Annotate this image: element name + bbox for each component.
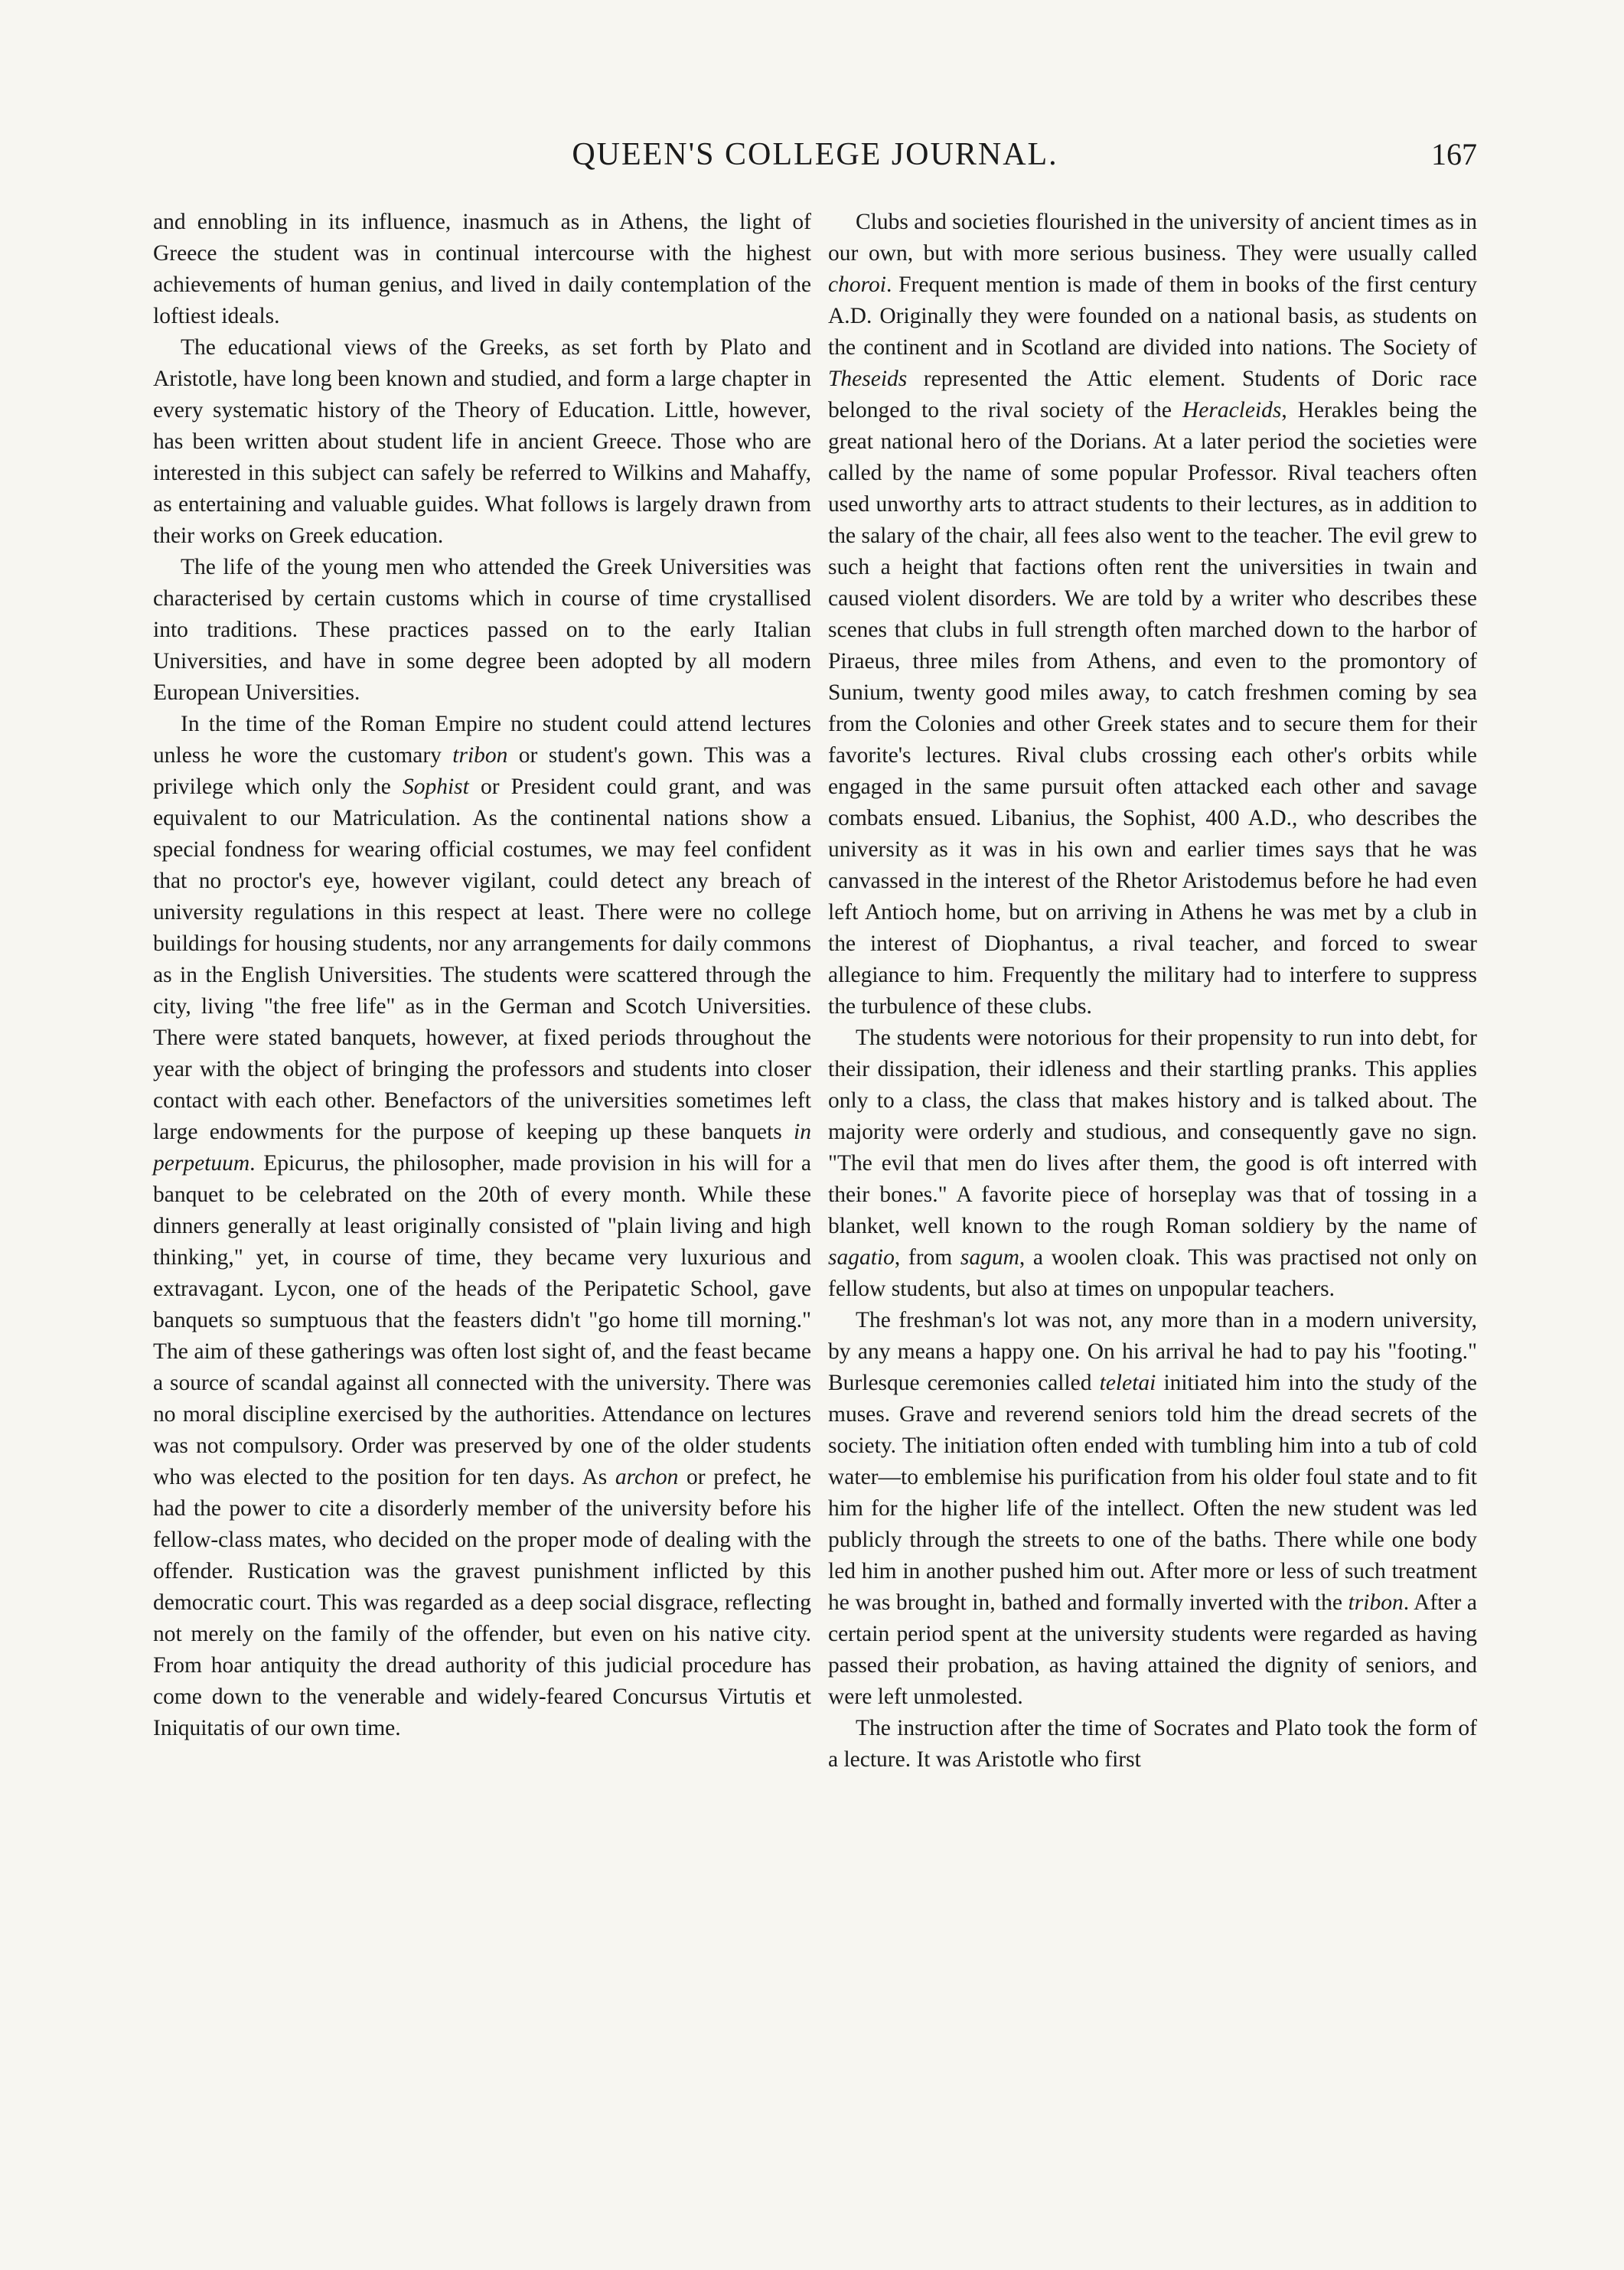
paragraph: The life of the young men who attended the Greek Universities was characterised by certain customs which in course of time crystallised into traditions. These practices passed on to the early Italian Universities, and have in some degree been adopted by all modern European Universities. bbox=[153, 555, 811, 705]
paragraph bbox=[828, 207, 1477, 1022]
paragraph bbox=[828, 1305, 1477, 1713]
italic-term: archon bbox=[615, 1465, 679, 1489]
left-column bbox=[153, 207, 811, 1744]
paragraph bbox=[828, 1022, 1477, 1305]
text-run: , from bbox=[894, 1245, 960, 1270]
text-run: , Herakles being the great national hero of the Dorians. At a later period the societies were called by the name of some popular Professor. Rival teachers often used unworthy arts to attract students to their lectures, as in addition to the salary of the chair, all fees also went to the teacher. The evil grew to such a height that factions often rent the universities in twain and caused violent disorders. We are told by a writer who describes these scenes that clubs in full strength often marched down to the harbor of Piraeus, three miles from Athens, and even to the promontory of Sunium, twenty good miles away, to catch freshmen coming by sea from the Colonies and other Greek states and to secure them for their favorite's lectures. Rival clubs crossing each other's orbits while engaged in the same pursuit often attacked each other and savage combats ensued. Libanius, the Sophist, 400 A.D., who describes the university as it was in his own and earlier times says that he was canvassed in the interest of the Rhetor Aristodemus before he had even left Antioch home, but on arriving in Athens he was met by a club in the interest of Diophantus, a rival teacher, and forced to swear allegiance to him. Frequently the military had to interfere to suppress the turbulence of these clubs. bbox=[828, 398, 1477, 1019]
italic-term: Theseids bbox=[828, 367, 908, 391]
text-run: . After a certain period spent at the university students were regarded as having passed their probation, as having attained the dignity of seniors, and were left unmolested. bbox=[828, 1590, 1477, 1709]
italic-term: Sophist bbox=[402, 775, 469, 799]
right-column bbox=[828, 207, 1477, 1776]
text-run: initiated him into the study of the muses. Grave and reverend seniors told him the dread secrets of the society. The initiation often ended with tumbling him into a tub of cold water—to emblemise his purification from his older foul state and to fit him for the higher life of the intellect. Often the new student was led publicly through the streets to one of the baths. There while one body led him in another pushed him out. After more or less of such treatment he was brought in, bathed and formally inverted with the bbox=[828, 1371, 1478, 1615]
text-run: . Frequent mention is made of them in books of the first century A.D. Originally they were founded on a national basis, as students on the continent and in Scotland are divided into nations. The Society of bbox=[828, 272, 1477, 360]
page-header bbox=[153, 136, 1477, 182]
text-run: represented the Attic element. Students of Doric race belonged to the rival society of the bbox=[828, 367, 1477, 422]
italic-term: sagum bbox=[960, 1245, 1019, 1270]
page-number: 167 bbox=[1431, 137, 1477, 171]
text-run: . Epicurus, the philosopher, made provision in his will for a banquet to be celebrated on the 20th of every month. While these dinners generally at least originally consisted of "plain living and high thinking," yet, in course of time, they became very luxurious and extravagant. Lycon, one of the heads of the Peripatetic School, gave banquets so sumptuous that the feasters didn't "go home till morning." The aim of these gatherings was often lost sight of, and the feast became a source of scandal against all connected with the university. There was no moral discipline exercised by the authorities. Attendance on lectures was not compulsory. Order was preserved by one of the older students who was elected to the position for ten days. As bbox=[153, 1151, 811, 1489]
running-title: QUEEN'S COLLEGE JOURNAL. bbox=[572, 137, 1058, 172]
paragraph bbox=[153, 709, 811, 1744]
text-run: The students were notorious for their propensity to run into debt, for their dissipation, their idleness and their startling pranks. This applies only to a class, the class that makes history and is talked about. The majority were orderly and studious, and consequently gave no sign. "The evil that men do lives after them, the good is oft interred with their bones." A favorite piece of horseplay was that of tossing in a blanket, well known to the rough Roman soldiery by the name of bbox=[828, 1026, 1477, 1238]
italic-term: Heracleids bbox=[1182, 398, 1282, 422]
italic-term: in perpetuum bbox=[153, 1120, 811, 1176]
text-run: In the time of the Roman Empire no student could attend lectures unless he wore the customary bbox=[153, 712, 811, 768]
paragraph: and ennobling in its influence, inasmuch as in Athens, the light of Greece the student was in continual intercourse with the highest achievements of human genius, and lived in daily contemplation of the loftiest ideals. bbox=[153, 210, 811, 328]
text-run: , a woolen cloak. This was practised not only on fellow students, but also at times on unpopular teachers. bbox=[828, 1245, 1477, 1301]
text-run: or President could grant, and was equivalent to our Matriculation. As the continental nations show a special fondness for wearing official costumes, we may feel confident that no proctor's eye, however vigilant, could detect any breach of university regulations in this respect at least. There were no college buildings for housing students, nor any arrangements for daily commons as in the English Universities. The students were scattered through the city, living "the free life" as in the German and Scotch Universities. There were stated banquets, however, at fixed periods throughout the year with the object of bringing the professors and students into closer contact with each other. Benefactors of the universities sometimes left large endowments for the purpose of keeping up these banquets bbox=[153, 775, 811, 1144]
text-run: The freshman's lot was not, any more than in a modern university, by any means a happy one. On his arrival he had to pay his "footing." Burlesque ceremonies called bbox=[828, 1308, 1477, 1395]
text-run: or prefect, he had the power to cite a disorderly member of the university before his fellow-class mates, who decided on the proper mode of dealing with the offender. Rustication was the gravest punishment inflicted by this democratic court. This was regarded as a deep social disgrace, reflecting not merely on the family of the offender, but even on his native city. From hoar antiquity the dread authority of this judicial procedure has come down to the venerable and widely-feared Concursus Virtutis et Iniquitatis of our own time. bbox=[153, 1465, 811, 1740]
text-run: or student's gown. This was a privilege which only the bbox=[153, 743, 811, 799]
paragraph: The instruction after the time of Socrates and Plato took the form of a lecture. It was Aristotle who first bbox=[828, 1716, 1477, 1772]
italic-term: sagatio bbox=[828, 1245, 895, 1270]
text-run: Clubs and societies flourished in the university of ancient times as in our own, but with more serious business. They were usually called bbox=[828, 210, 1477, 266]
italic-term: tribon bbox=[452, 743, 508, 768]
paragraph: The educational views of the Greeks, as set forth by Plato and Aristotle, have long been known and studied, and form a large chapter in every systematic history of the Theory of Education. Little, however, has been written about student life in ancient Greece. Those who are interested in this subject can safely be referred to Wilkins and Mahaffy, as entertaining and valuable guides. What follows is largely drawn from their works on Greek education. bbox=[153, 335, 811, 548]
italic-term: tribon bbox=[1348, 1590, 1404, 1615]
italic-term: teletai bbox=[1099, 1371, 1156, 1395]
italic-term: choroi bbox=[828, 272, 886, 297]
